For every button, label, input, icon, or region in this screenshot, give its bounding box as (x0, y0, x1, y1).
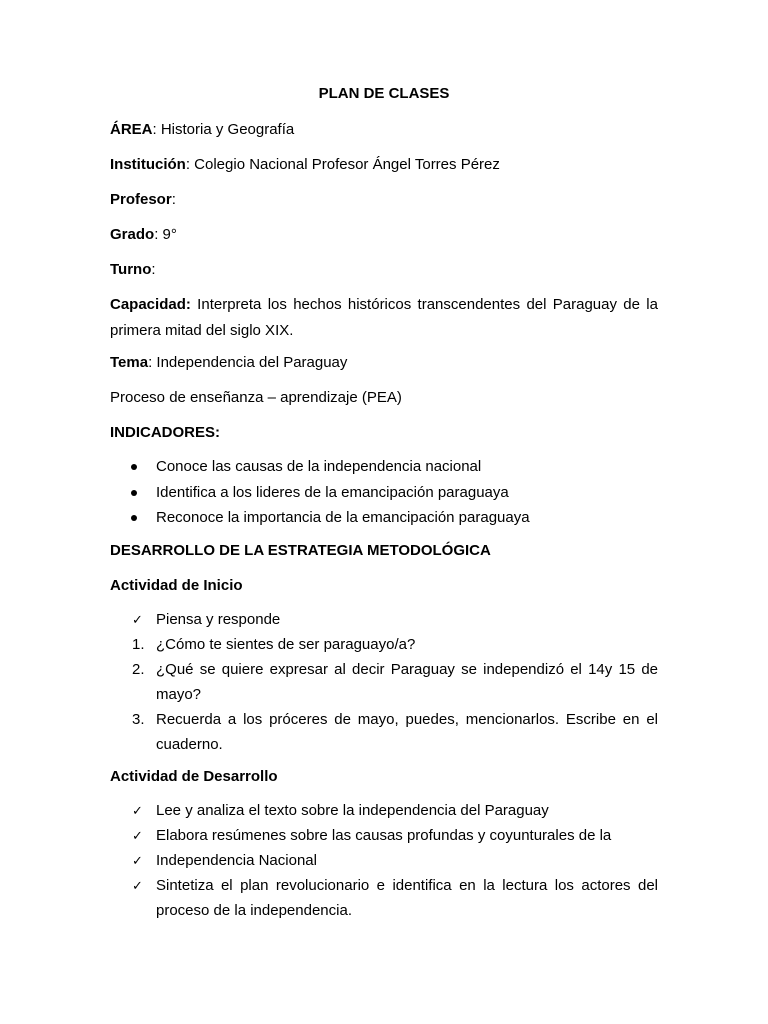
field-tema-value: : Independencia del Paraguay (148, 354, 348, 371)
indicadores-heading: INDICADORES: (110, 424, 221, 441)
field-tema-label: Tema (110, 354, 149, 371)
list-item-text: Recuerda a los próceres de mayo, puedes, mencionarlos. Escribe en el cuaderno. (156, 710, 658, 753)
field-capacidad-label: Capacidad: (110, 296, 191, 313)
inicio-check-list (110, 607, 658, 632)
item-number: 2. (132, 660, 145, 678)
list-item (110, 632, 658, 657)
field-capacidad (110, 292, 658, 344)
field-turno (110, 260, 658, 280)
field-institucion-value: : Colegio Nacional Profesor Ángel Torres Pérez (185, 156, 500, 173)
field-turno-label: Turno (110, 261, 152, 278)
list-item-text: Elabora resúmenes sobre las causas profundas y coyunturales de la (156, 826, 612, 844)
list-item (110, 607, 658, 632)
bullet-icon (131, 515, 137, 521)
checkmark-icon: ✓ (132, 877, 143, 893)
field-area-label: ÁREA (110, 121, 153, 138)
item-number: 3. (132, 710, 145, 728)
desarrollo-check-list (110, 798, 658, 923)
field-area (110, 120, 658, 140)
checkmark-icon: ✓ (132, 827, 143, 843)
bullet-icon (131, 464, 137, 470)
field-capacidad-value: Interpreta los hechos históricos transcendentes del Paraguay de la primera mitad del siglo XIX. (110, 296, 658, 339)
field-tema (110, 353, 658, 373)
indicadores-list (110, 454, 658, 531)
list-item-text: ¿Cómo te sientes de ser paraguayo/a? (156, 635, 416, 653)
field-profesor-label: Profesor (110, 191, 172, 208)
field-grado-label: Grado (110, 226, 155, 243)
field-turno-value: : (151, 261, 156, 278)
list-item-text: Identifica a los lideres de la emancipación paraguaya (156, 483, 509, 501)
checkmark-icon: ✓ (132, 852, 143, 868)
inicio-numbered-list (110, 632, 658, 757)
list-item (110, 823, 658, 848)
document-page (110, 84, 658, 931)
checkmark-icon: ✓ (132, 611, 143, 627)
list-item-text: ¿Qué se quiere expresar al decir Paraguay se independizó el 14y 15 de mayo? (156, 660, 658, 703)
list-item (110, 657, 658, 707)
document-title: PLAN DE CLASES (318, 85, 450, 102)
field-area-value: : Historia y Geografía (152, 121, 295, 138)
list-item-text: Piensa y responde (156, 610, 281, 628)
desarrollo-heading: Actividad de Desarrollo (110, 767, 278, 785)
list-item (110, 454, 658, 480)
list-item (110, 707, 658, 757)
bullet-icon (131, 490, 137, 496)
list-item-text: Sintetiza el plan revolucionario e identifica en la lectura los actores del proceso de la independencia. (156, 876, 658, 919)
list-item (110, 873, 658, 923)
list-item (110, 848, 658, 873)
estrategia-heading: DESARROLLO DE LA ESTRATEGIA METODOLÓGICA (110, 541, 491, 559)
list-item-text: Reconoce la importancia de la emancipación paraguaya (156, 509, 530, 526)
field-institucion (110, 155, 658, 175)
inicio-heading: Actividad de Inicio (110, 576, 243, 594)
field-grado (110, 225, 658, 245)
list-item (110, 480, 658, 506)
list-item (110, 505, 658, 531)
list-item-text: Independencia Nacional (156, 851, 317, 869)
list-item (110, 798, 658, 823)
item-number: 1. (132, 635, 145, 653)
pea-line: Proceso de enseñanza – aprendizaje (PEA) (110, 389, 402, 406)
field-profesor-value: : (171, 191, 176, 208)
checkmark-icon: ✓ (132, 802, 143, 818)
field-profesor (110, 190, 658, 210)
list-item-text: Conoce las causas de la independencia nacional (156, 458, 482, 475)
field-grado-value: : 9° (154, 226, 177, 243)
list-item-text: Lee y analiza el texto sobre la independencia del Paraguay (156, 801, 549, 819)
field-institucion-label: Institución (110, 156, 186, 173)
